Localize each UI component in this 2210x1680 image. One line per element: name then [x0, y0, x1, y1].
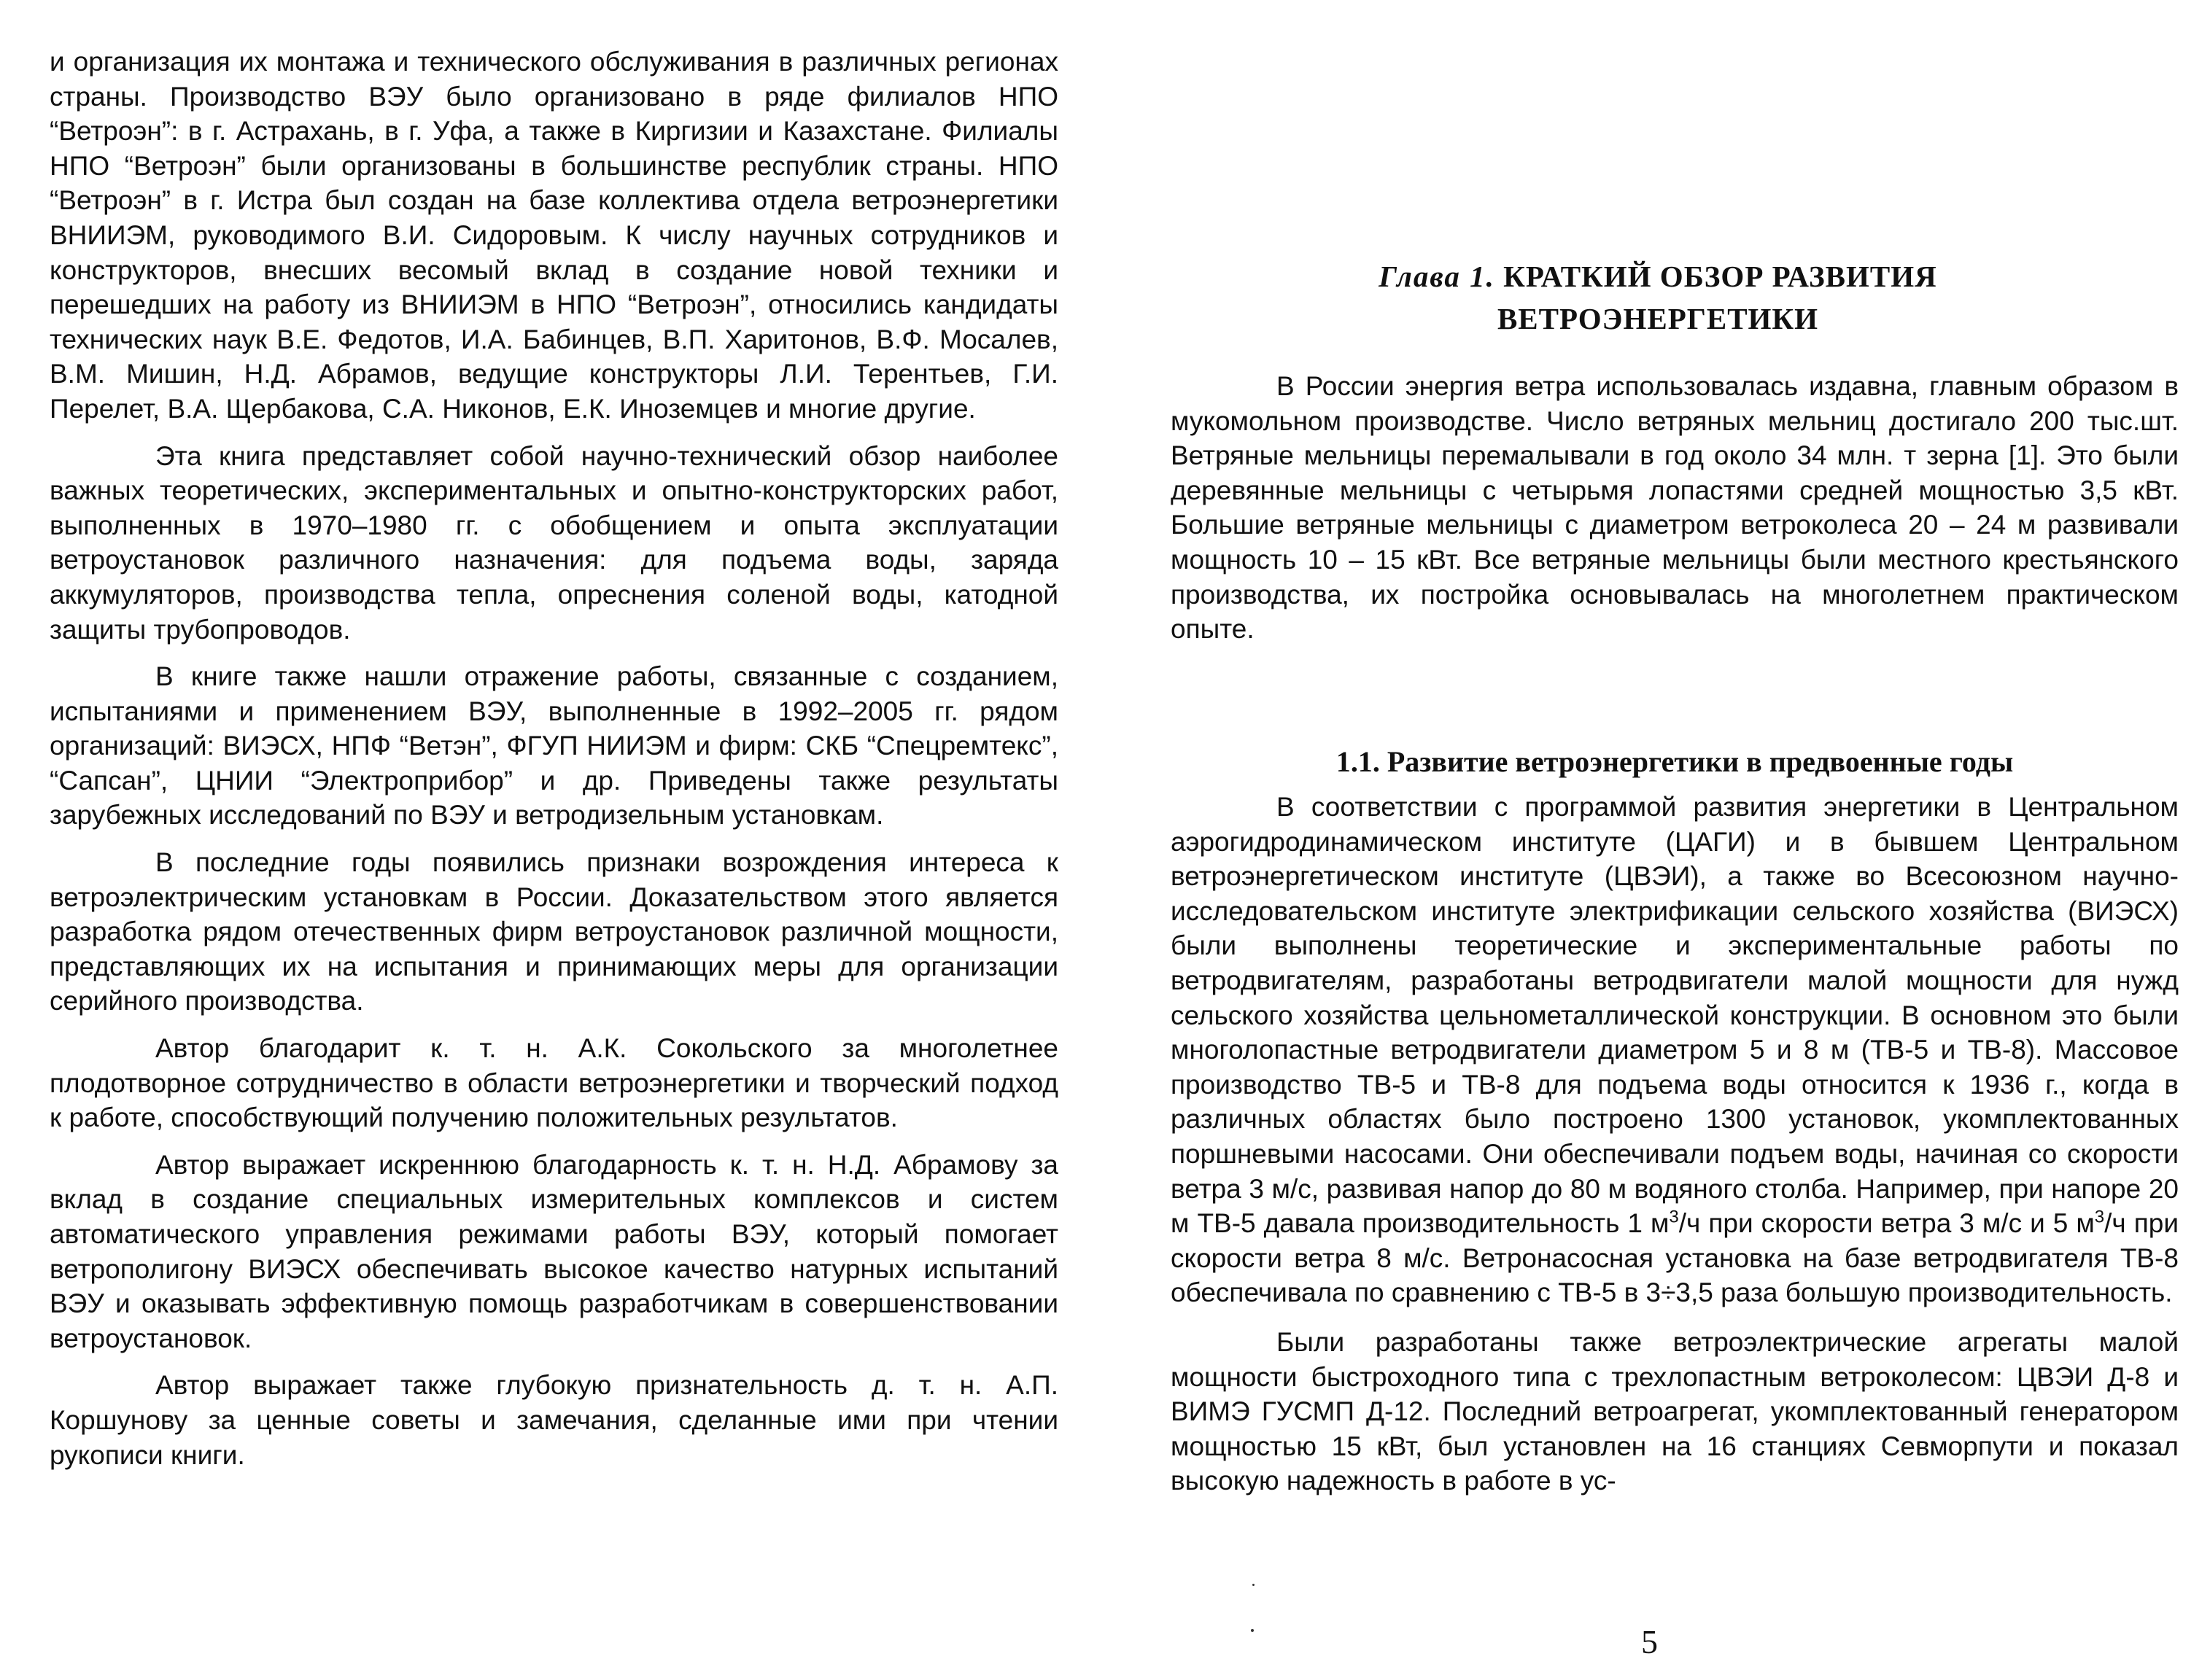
paragraph: В книге также нашли отражение работы, связанные с созданием, испытаниями и применением ВЭУ, выполненные в 1992–2005 гг. рядом организаций: ВИЭСХ, НПФ “Ветэн”, ФГУП НИИЭМ и фирм: СКБ “Спецремтекс”, “Сапсан”, ЦНИИ “Электроприбор” и др. Приведены также результаты зарубежных исследований по ВЭУ и ветродизельным установкам. [50, 661, 1058, 831]
scan-speck [1251, 1629, 1254, 1632]
text-run: /ч при скорости ветра 8 м/с. Ветронасосная установка на базе ветродвигателя ТВ-8 обеспечивала по сравнению с ТВ-5 в 3÷3,5 раза большую производительность. [1171, 1208, 2179, 1308]
text-run: В соответствии с программой развития энергетики в Центральном аэрогидродинамическом институте (ЦАГИ) и в бывшем Центральном ветроэнергетическом институте (ЦВЭИ), а также во Всесоюзном научно-исследовательском институте электрификации сельского хозяйства (ВИЭСХ) были выполнены теоретические и экспериментальные работы по ветродвигателям, разработаны ветродвигатели малой мощности для нужд сельского хозяйства цельнометаллической конструкции. В основном это были многолопастные ветродвигатели диаметром 5 и 8 м (ТВ-5 и ТВ-8). Массовое производство ТВ-5 и ТВ-8 для подъема воды относится к 1936 г., когда в различных областях было построено 1300 установок, укомплектованных поршневыми насосами. Они обеспечивали подъем воды, начиная со скорости ветра 3 м/с, развивая напор до 80 м водяного столба. Например, при напоре 20 м ТВ-5 давала производительность 1 м [1171, 792, 2179, 1239]
text-run: /ч при скорости ветра 3 м/с и 5 м [1678, 1208, 2095, 1239]
chapter-intro [1171, 369, 2179, 647]
superscript: 3 [1669, 1207, 1679, 1227]
superscript: 3 [2094, 1207, 2105, 1227]
section-heading: 1.1. Развитие ветроэнергетики в предвоенные годы [1335, 745, 2014, 778]
paragraph: Автор выражает также глубокую признательность д. т. н. А.П. Коршунову за ценные советы и замечания, сделанные ими при чтении рукописи книги. [50, 1370, 1058, 1470]
paragraph: Были разработаны также ветроэлектрические агрегаты малой мощности быстроходного типа с трехлопастным ветроколесом: ЦВЭИ Д-8 и ВИМЭ ГУСМП Д-12. Последний ветроагрегат, укомплектованный генератором мощностью 15 кВт, был установлен на 16 станциях Севморпути и показал высокую надежность в работе в ус- [1171, 1326, 2179, 1496]
right-page [1105, 0, 2210, 1680]
paragraph: Автор благодарит к. т. н. А.К. Сокольского за многолетнее плодотворное сотрудничество в области ветроэнергетики и творческий подход к работе, способствующий получению положительных результатов. [50, 1033, 1058, 1133]
paragraph [1171, 790, 2179, 1310]
chapter-heading [1169, 255, 2147, 340]
chapter-title: КРАТКИЙ ОБЗОР РАЗВИТИЯ [1503, 260, 1937, 293]
page-number: 5 [1641, 1623, 1658, 1660]
chapter-heading-line-1 [1169, 255, 2147, 298]
scan-speck [1252, 1584, 1255, 1586]
chapter-label: Глава 1. [1379, 260, 1495, 293]
paragraph: Автор выражает искреннюю благодарность к. т. н. Н.Д. Абрамову за вклад в создание специальных измерительных комплексов и систем автоматического управления режимами работы ВЭУ, который помогает ветрополигону ВИЭСХ обеспечивать высокое качество натурных испытаний ВЭУ и оказывать эффективную помощь разработчикам в совершенствовании ветроустановок. [50, 1149, 1058, 1353]
paragraph: Эта книга представляет собой научно-технический обзор наиболее важных теоретических, экспериментальных и опытно-конструкторских работ, выполненных в 1970–1980 гг. с обобщением и опыта эксплуатации ветроустановок различного назначения: для подъема воды, заряда аккумуляторов, производства тепла, опреснения соленой воды, катодной защиты трубопроводов. [50, 440, 1058, 645]
paragraph: В России энергия ветра использовалась издавна, главным образом в мукомольном производстве. Число ветряных мельниц достигало 200 тыс.шт. Ветряные мельницы перемалывали в год около 34 млн. т зерна [1]. Это были деревянные мельницы с четырьмя лопастями средней мощностью 3,5 кВт. Большие ветряные мельницы с диаметром ветроколеса 20 – 24 м развивали мощность 10 – 15 кВт. Все ветряные мельницы были местного крестьянского производства, их постройка основывалась на многолетнем практическом опыте. [1171, 371, 2179, 645]
left-page-text [50, 44, 1058, 1472]
paragraph: и организация их монтажа и технического обслуживания в различных регионах страны. Производство ВЭУ было организовано в ряде филиалов НПО “Ветроэн”: в г. Астрахань, в г. Уфа, а также в Киргизии и Казахстане. Филиалы НПО “Ветроэн” были организованы в большинстве республик страны. НПО “Ветроэн” в г. Истра был создан на базе коллектива отдела ветроэнергетики ВНИИЭМ, руководимого В.И. Сидоровым. К числу научных сотрудников и конструкторов, внесших весомый вклад в создание новой техники и перешедших на работу из ВНИИЭМ в НПО “Ветроэн”, относились кандидаты технических наук В.Е. Федотов, И.А. Бабинцев, В.П. Харитонов, В.Ф. Мосалев, В.М. Мишин, Н.Д. Абрамов, ведущие конструкторы Л.И. Терентьев, Г.И. Перелет, В.А. Щербакова, С.А. Никонов, Е.К. Иноземцев и многие другие. [50, 47, 1058, 424]
chapter-title-continued: ВЕТРОЭНЕРГЕТИКИ [1497, 302, 1819, 335]
section-text [1171, 790, 2179, 1498]
paragraph: В последние годы появились признаки возрождения интереса к ветроэлектрическим установкам в России. Доказательством этого является разработка рядом отечественных фирм ветроустановок различной мощности, представляющих их на испытания и принимающих меры для организации серийного производства. [50, 847, 1058, 1016]
